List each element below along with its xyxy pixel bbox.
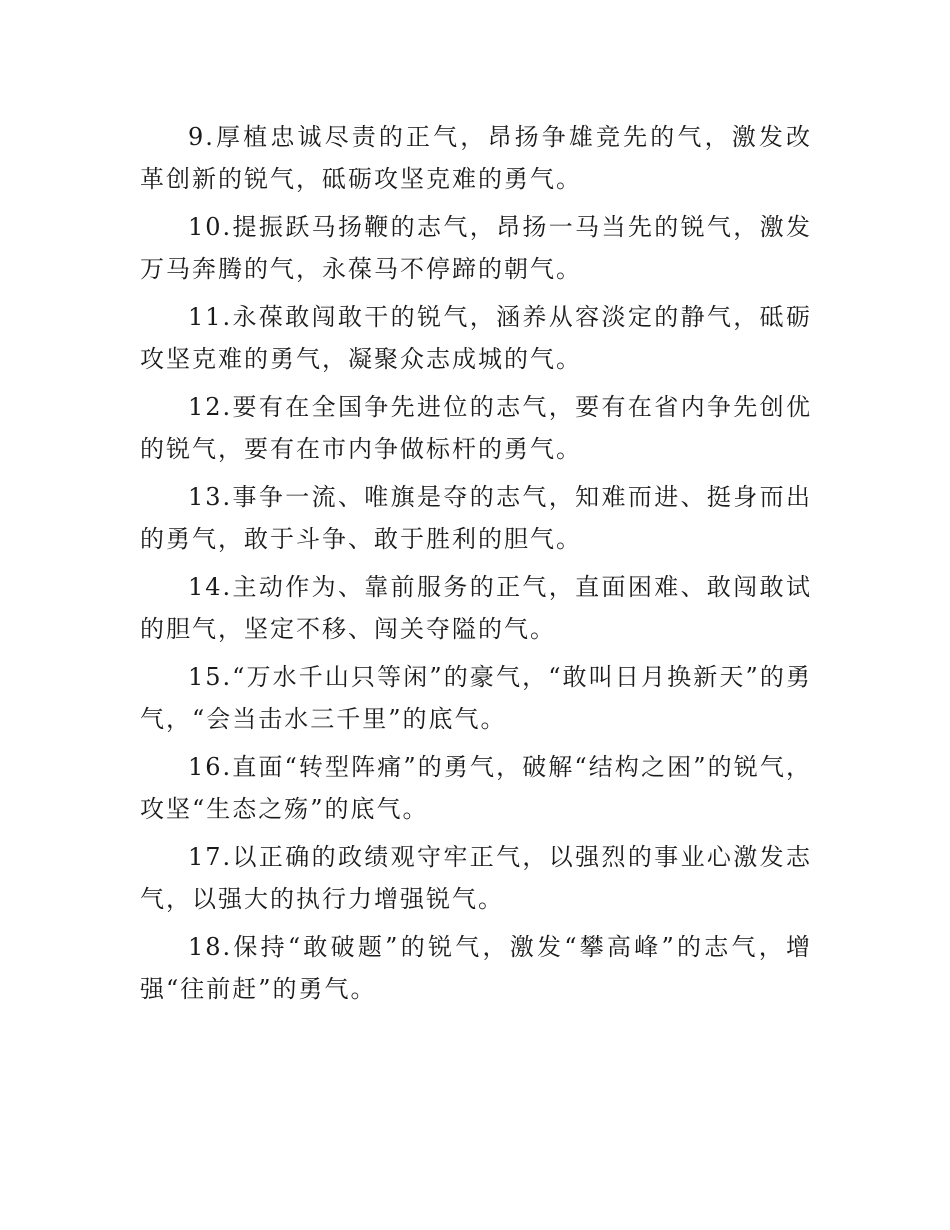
paragraph-10: 10.提振跃马扬鞭的志气，昂扬一马当先的锐气，激发万马奔腾的气，永葆马不停蹄的朝气。 — [140, 213, 812, 283]
paragraph-9: 9.厚植忠诚尽责的正气，昂扬争雄竞先的气，激发改革创新的锐气，砥砺攻坚克难的勇气。 — [140, 123, 812, 193]
document-body — [140, 116, 812, 1016]
paragraph-12: 12.要有在全国争先进位的志气，要有在省内争先创优的锐气，要有在市内争做标杆的勇气。 — [140, 393, 812, 463]
paragraph-15: 15.“万水千山只等闲”的豪气，“敢叫日月换新天”的勇气，“会当击水三千里”的底气。 — [140, 663, 812, 733]
paragraph-17: 17.以正确的政绩观守牢正气，以强烈的事业心激发志气，以强大的执行力增强锐气。 — [140, 843, 812, 913]
paragraph-11: 11.永葆敢闯敢干的锐气，涵养从容淡定的静气，砥砺攻坚克难的勇气，凝聚众志成城的气。 — [140, 303, 812, 373]
paragraph-13: 13.事争一流、唯旗是夺的志气，知难而进、挺身而出的勇气，敢于斗争、敢于胜利的胆气。 — [140, 483, 812, 553]
paragraph-18: 18.保持“敢破题”的锐气，激发“攀高峰”的志气，增强“往前赶”的勇气。 — [140, 933, 812, 1003]
paragraph-14: 14.主动作为、靠前服务的正气，直面困难、敢闯敢试的胆气，坚定不移、闯关夺隘的气。 — [140, 573, 812, 643]
paragraph-16: 16.直面“转型阵痛”的勇气，破解“结构之困”的锐气，攻坚“生态之殇”的底气。 — [140, 753, 812, 823]
